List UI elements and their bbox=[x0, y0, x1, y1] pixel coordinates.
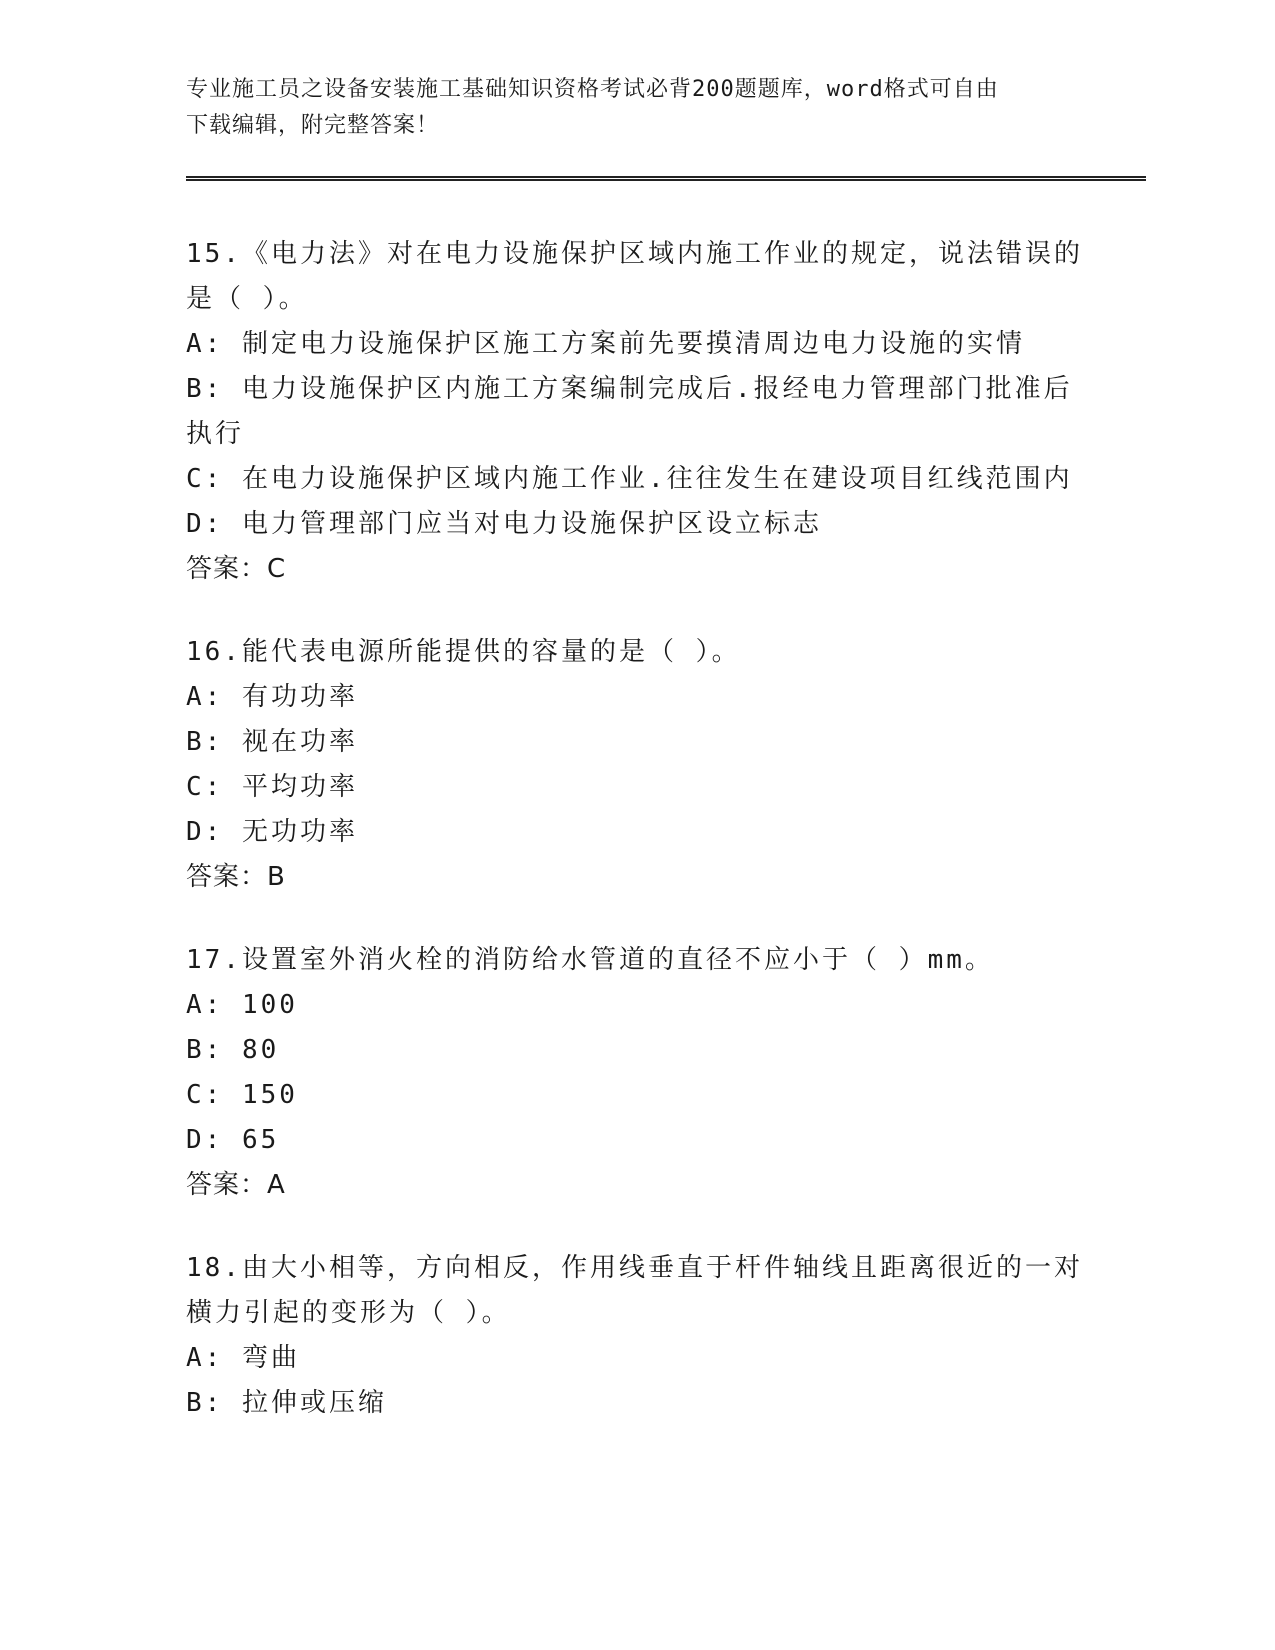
option-b: B: 电力设施保护区内施工方案编制完成后.报经电力管理部门批准后 bbox=[186, 374, 1073, 404]
question-stem-line: 横力引起的变形为（ ）。 bbox=[186, 1298, 511, 1328]
header-line-2: 下载编辑，附完整答案！ bbox=[186, 113, 440, 138]
answer-label: 答案：A bbox=[186, 1170, 286, 1200]
option-a: A: 弯曲 bbox=[186, 1343, 300, 1373]
option-c: C: 平均功率 bbox=[186, 772, 358, 802]
question-stem-line: 17.设置室外消火栓的消防给水管道的直径不应小于（ ）mm。 bbox=[186, 945, 994, 975]
option-c: C: 150 bbox=[186, 1080, 298, 1110]
document-header bbox=[186, 72, 1086, 144]
answer-label: 答案：B bbox=[186, 862, 286, 892]
answer-label: 答案：C bbox=[186, 554, 287, 584]
question-17 bbox=[186, 938, 1086, 1208]
option-d: D: 电力管理部门应当对电力设施保护区设立标志 bbox=[186, 509, 822, 539]
option-c: C: 在电力设施保护区域内施工作业.往往发生在建设项目红线范围内 bbox=[186, 464, 1073, 494]
question-stem-line: 是（ ）。 bbox=[186, 284, 308, 314]
question-16 bbox=[186, 630, 1086, 900]
question-18 bbox=[186, 1246, 1086, 1426]
option-a: A: 100 bbox=[186, 990, 298, 1020]
question-15 bbox=[186, 232, 1086, 592]
option-a: A: 有功功率 bbox=[186, 682, 358, 712]
question-stem-line: 16.能代表电源所能提供的容量的是（ ）。 bbox=[186, 637, 741, 667]
option-a: A: 制定电力设施保护区施工方案前先要摸清周边电力设施的实情 bbox=[186, 329, 1025, 359]
option-d: D: 无功功率 bbox=[186, 817, 358, 847]
option-b-continued: 执行 bbox=[186, 419, 245, 449]
option-b: B: 视在功率 bbox=[186, 727, 358, 757]
option-b: B: 拉伸或压缩 bbox=[186, 1388, 387, 1418]
header-line-1: 专业施工员之设备安装施工基础知识资格考试必背200题题库，word格式可自由 bbox=[186, 77, 999, 102]
option-d: D: 65 bbox=[186, 1125, 280, 1155]
question-list bbox=[186, 232, 1086, 1464]
question-stem-line: 15.《电力法》对在电力设施保护区域内施工作业的规定，说法错误的 bbox=[186, 239, 1083, 269]
option-b: B: 80 bbox=[186, 1035, 280, 1065]
header-divider bbox=[186, 176, 1146, 181]
question-stem-line: 18.由大小相等，方向相反，作用线垂直于杆件轴线且距离很近的一对 bbox=[186, 1253, 1083, 1283]
